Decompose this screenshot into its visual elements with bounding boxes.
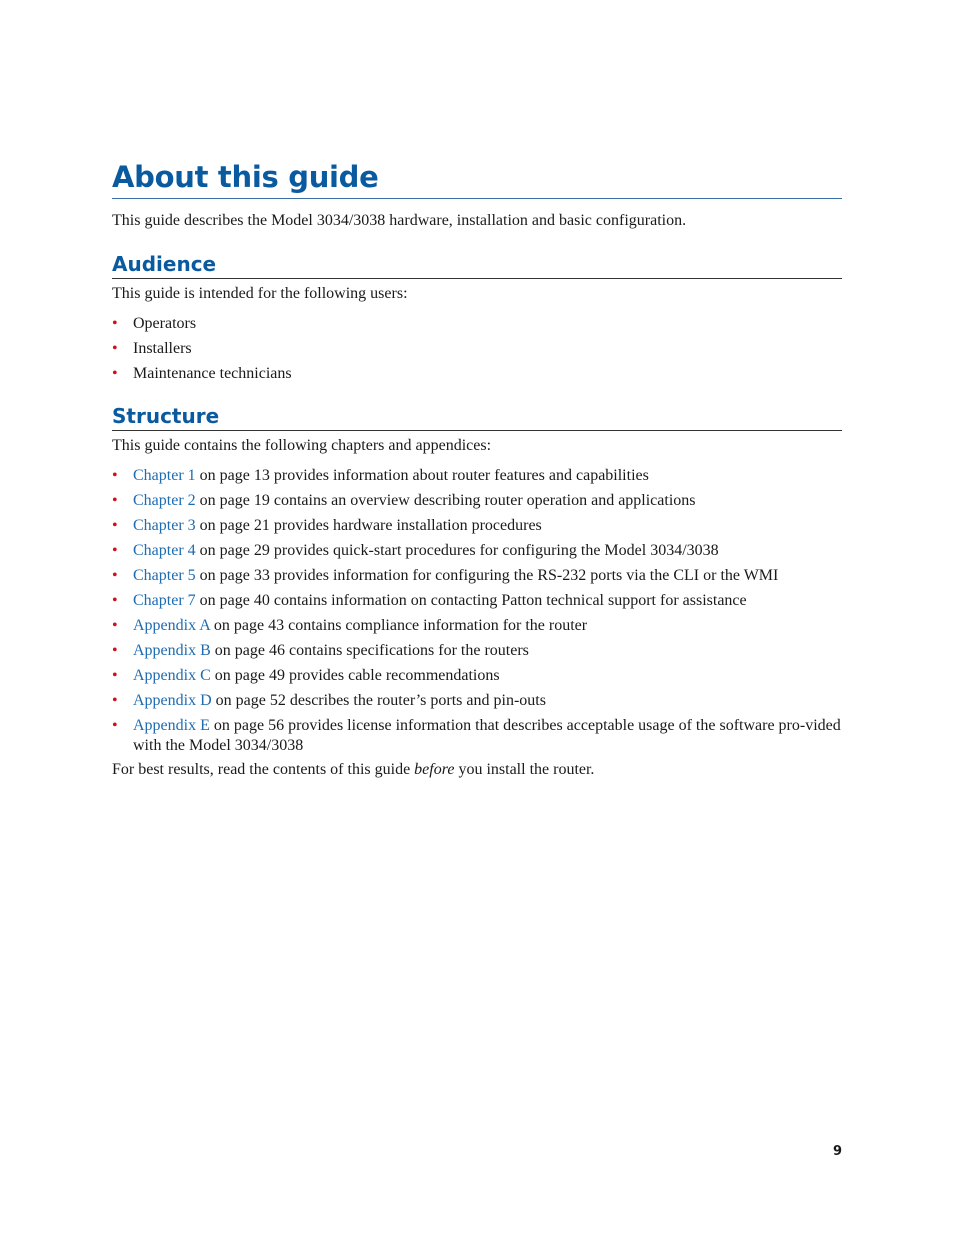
appendix-a-link[interactable]: Appendix A	[133, 617, 210, 634]
list-item: • Appendix E on page 56 provides license information that describes acceptable usage of the software pro-vided with the Model 3034/3038	[112, 717, 841, 754]
bullet-icon: •	[112, 467, 118, 484]
page-title: About this guide	[112, 157, 842, 199]
audience-list	[112, 314, 842, 389]
chapter-5-link[interactable]: Chapter 5	[133, 567, 196, 584]
chapter-2-link[interactable]: Chapter 2	[133, 492, 196, 509]
list-item: • Chapter 5 on page 33 provides information for configuring the RS-232 ports via the CLI or the WMI	[112, 567, 779, 584]
appendix-b-link[interactable]: Appendix B	[133, 642, 211, 659]
list-item: • Appendix D on page 52 describes the router’s ports and pin-outs	[112, 692, 546, 709]
appendix-d-link[interactable]: Appendix D	[133, 692, 212, 709]
list-item: • Chapter 1 on page 13 provides information about router features and capabilities	[112, 467, 649, 484]
bullet-icon: •	[112, 617, 118, 634]
closing-paragraph: For best results, read the contents of this guide before you install the router.	[112, 761, 595, 778]
structure-list	[112, 466, 842, 761]
bullet-icon: •	[112, 567, 118, 584]
audience-lead: This guide is intended for the following users:	[112, 285, 408, 302]
list-item: • Chapter 3 on page 21 provides hardware installation procedures	[112, 517, 542, 534]
bullet-icon: •	[112, 517, 118, 534]
chapter-4-link[interactable]: Chapter 4	[133, 542, 196, 559]
list-item: • Chapter 4 on page 29 provides quick-start procedures for configuring the Model 3034/3038	[112, 542, 719, 559]
bullet-icon: •	[112, 315, 118, 332]
appendix-c-link[interactable]: Appendix C	[133, 667, 211, 684]
bullet-icon: •	[112, 692, 118, 709]
list-item: • Appendix B on page 46 contains specifications for the routers	[112, 642, 529, 659]
structure-heading: Structure	[112, 403, 842, 431]
list-item: • Maintenance technicians	[112, 365, 292, 382]
list-item: • Operators	[112, 315, 197, 332]
bullet-icon: •	[112, 365, 118, 382]
closing-emphasis: before	[414, 761, 455, 778]
list-item: • Appendix C on page 49 provides cable recommendations	[112, 667, 500, 684]
appendix-e-link[interactable]: Appendix E	[133, 717, 210, 734]
bullet-icon: •	[112, 642, 118, 659]
bullet-icon: •	[112, 667, 118, 684]
chapter-7-link[interactable]: Chapter 7	[133, 592, 196, 609]
bullet-icon: •	[112, 717, 118, 734]
list-item: • Appendix A on page 43 contains compliance information for the router	[112, 617, 588, 634]
list-item: • Chapter 7 on page 40 contains information on contacting Patton technical support for assistance	[112, 592, 747, 609]
structure-lead: This guide contains the following chapters and appendices:	[112, 437, 492, 454]
list-item: • Chapter 2 on page 19 contains an overview describing router operation and applications	[112, 492, 696, 509]
bullet-icon: •	[112, 592, 118, 609]
chapter-3-link[interactable]: Chapter 3	[133, 517, 196, 534]
list-item: • Installers	[112, 340, 192, 357]
intro-paragraph: This guide describes the Model 3034/3038 hardware, installation and basic configuration.	[112, 212, 687, 229]
page-number: 9	[832, 1144, 842, 1159]
chapter-1-link[interactable]: Chapter 1	[133, 467, 196, 484]
audience-heading: Audience	[112, 251, 842, 279]
bullet-icon: •	[112, 340, 118, 357]
bullet-icon: •	[112, 492, 118, 509]
bullet-icon: •	[112, 542, 118, 559]
